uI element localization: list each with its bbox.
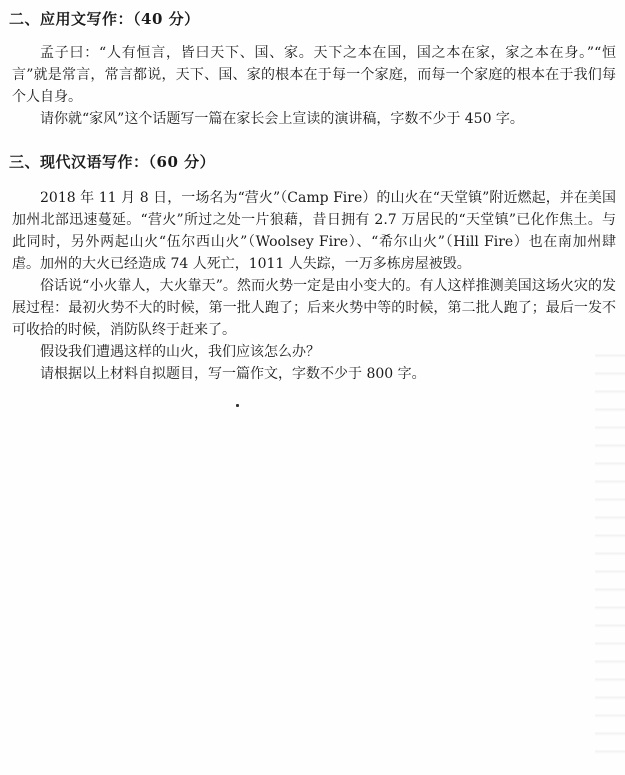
scan-edge-noise [595, 340, 625, 760]
section-3-material-paragraph-1: 2018 年 11 月 8 日，一场名为“营火”（Camp Fire）的山火在“天堂镇”附近燃起，并在美国加州北部迅速蔓延。“营火”所过之处一片狼藉，昔日拥有 2.7 万居民的“天堂镇”已化作焦土。与此同时，另外两起山火“伍尔西山火”（Woolsey Fire）、“希尔山火”（Hill Fire）也在南加州肆虐。加州的大火已经造成 74 人死亡，1011 人失踪，一万多栋房屋被毁。 [12, 190, 616, 272]
scan-speck [236, 404, 239, 407]
section-3-question-paragraph: 假设我们遭遇这样的山火，我们应该怎么办？ [40, 344, 320, 360]
section-3-title: 三、现代汉语写作：（60 分） [9, 153, 216, 171]
section-2-material-paragraph: 孟子曰：“人有恒言，皆曰天下、国、家。天下之本在国，国之本在家，家之本在身。”“恒言”就是常言，常言都说，天下、国、家的根本在于每一个家庭，而每一个家庭的根本在于我们每个人自身。 [12, 45, 616, 105]
section-3-material-paragraph-2: 俗话说“小火靠人，大火靠天”。然而火势一定是由小变大的。有人这样推测美国这场火灾的发展过程：最初火势不大的时候，第一批人跑了；后来火势中等的时候，第二批人跑了；最后一发不可收拾的时候，消防队终于赶来了。 [12, 278, 616, 338]
section-2-prompt-paragraph: 请你就“家风”这个话题写一篇在家长会上宣读的演讲稿，字数不少于 450 字。 [40, 111, 524, 127]
section-3-prompt-paragraph: 请根据以上材料自拟题目，写一篇作文，字数不少于 800 字。 [40, 366, 426, 382]
section-2-title: 二、应用文写作：（40 分） [9, 10, 200, 28]
